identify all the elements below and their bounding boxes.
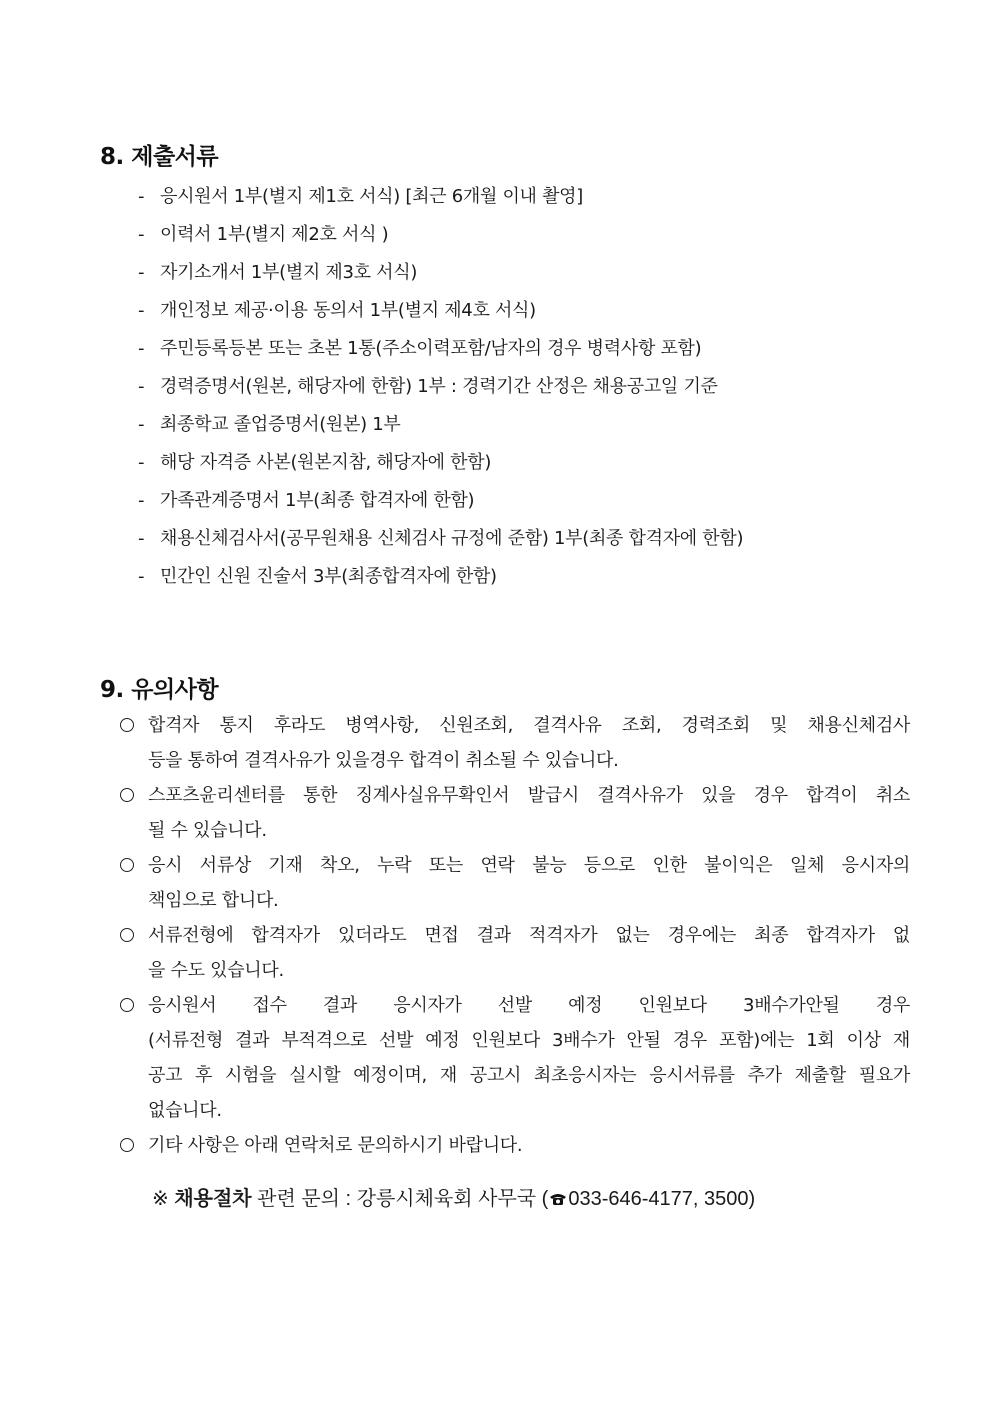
note-line: 없습니다. — [148, 1100, 222, 1121]
note-line: 될 수 있습니다. — [148, 820, 267, 841]
document-item-text: 이력서 1부(별지 제2호 서식 ) — [160, 224, 389, 245]
note-line: 합격자 통지 후라도 병역사항, 신원조회, 결격사유 조회, 경력조회 및 채용신체검사 — [148, 715, 910, 736]
document-item-text: 경력증명서(원본, 해당자에 한함) 1부 : 경력기간 산정은 채용공고일 기준 — [160, 376, 718, 397]
document-item — [138, 482, 743, 520]
dash-bullet: - — [138, 224, 145, 245]
note-line: 응시원서 접수 결과 응시자가 선발 예정 인원보다 3배수가안될 경우 — [148, 995, 910, 1016]
section-9-title: 9. 유의사항 — [100, 677, 219, 703]
document-item — [138, 330, 743, 368]
circle-bullet-icon — [120, 998, 134, 1012]
document-item — [138, 520, 743, 558]
document-item — [138, 558, 743, 596]
note-line: 응시 서류상 기재 착오, 누락 또는 연락 불능 등으로 인한 불이익은 일체 응시자의 — [148, 855, 910, 876]
circle-bullet-icon — [120, 788, 134, 802]
document-item — [138, 406, 743, 444]
document-item — [138, 216, 743, 254]
dash-bullet: - — [138, 566, 145, 587]
reference-mark: ※ — [152, 1188, 169, 1210]
circle-bullet-icon — [120, 928, 134, 942]
document-item-text: 민간인 신원 진술서 3부(최종합격자에 한함) — [160, 566, 497, 587]
dash-bullet: - — [138, 490, 145, 511]
note-line: 기타 사항은 아래 연락처로 문의하시기 바랍니다. — [148, 1135, 523, 1156]
document-item-text: 응시원서 1부(별지 제1호 서식) [최근 6개월 이내 촬영] — [160, 186, 583, 207]
document-item — [138, 292, 743, 330]
note-item — [118, 848, 910, 918]
dash-bullet: - — [138, 414, 145, 435]
note-line: 등을 통하여 결격사유가 있을경우 합격이 취소될 수 있습니다. — [148, 750, 619, 771]
contact-line — [152, 1182, 755, 1211]
note-line: 스포츠윤리센터를 통한 징계사실유무확인서 발급시 결격사유가 있을 경우 합격이 취소 — [148, 785, 910, 806]
notes-list — [118, 708, 910, 1163]
circle-bullet-icon — [120, 1138, 134, 1152]
document-item-text: 채용신체검사서(공무원채용 신체검사 규정에 준함) 1부(최종 합격자에 한함) — [160, 528, 744, 549]
dash-bullet: - — [138, 338, 145, 359]
dash-bullet: - — [138, 262, 145, 283]
note-item — [118, 708, 910, 778]
note-line: 을 수도 있습니다. — [148, 960, 284, 981]
dash-bullet: - — [138, 376, 145, 397]
note-line: (서류전형 결과 부적격으로 선발 예정 인원보다 3배수가 안될 경우 포함)에는 1회 이상 재 — [148, 1030, 910, 1051]
contact-text: 관련 문의 : 강릉시체육회 사무국 ( — [251, 1188, 549, 1210]
document-item — [138, 254, 743, 292]
note-item — [118, 988, 910, 1128]
note-line: 서류전형에 합격자가 있더라도 면접 결과 적격자가 없는 경우에는 최종 합격자가 없 — [148, 925, 910, 946]
document-item — [138, 178, 743, 216]
document-item — [138, 368, 743, 406]
document-item-text: 주민등록등본 또는 초본 1통(주소이력포함/남자의 경우 병력사항 포함) — [160, 338, 702, 359]
document-item-text: 최종학교 졸업증명서(원본) 1부 — [160, 414, 401, 435]
dash-bullet: - — [138, 186, 145, 207]
document-item-text: 해당 자격증 사본(원본지참, 해당자에 한함) — [160, 452, 492, 473]
note-line: 공고 후 시험을 실시할 예정이며, 재 공고시 최초응시자는 응시서류를 추가 제출할 필요가 — [148, 1065, 910, 1086]
dash-bullet: - — [138, 300, 145, 321]
note-item — [118, 918, 910, 988]
note-item — [118, 778, 910, 848]
required-documents-list — [138, 178, 743, 596]
section-8-title: 8. 제출서류 — [100, 144, 219, 170]
contact-phone: 033-646-4177, 3500) — [568, 1188, 756, 1210]
dash-bullet: - — [138, 452, 145, 473]
circle-bullet-icon — [120, 858, 134, 872]
document-item-text: 개인정보 제공·이용 동의서 1부(별지 제4호 서식) — [160, 300, 536, 321]
telephone-icon — [548, 1189, 568, 1203]
dash-bullet: - — [138, 528, 145, 549]
note-line: 책임으로 합니다. — [148, 890, 279, 911]
note-item — [118, 1128, 910, 1163]
circle-bullet-icon — [120, 718, 134, 732]
document-item-text: 자기소개서 1부(별지 제3호 서식) — [160, 262, 418, 283]
contact-bold-label: 채용절차 — [174, 1186, 252, 1210]
document-item — [138, 444, 743, 482]
document-item-text: 가족관계증명서 1부(최종 합격자에 한함) — [160, 490, 475, 511]
